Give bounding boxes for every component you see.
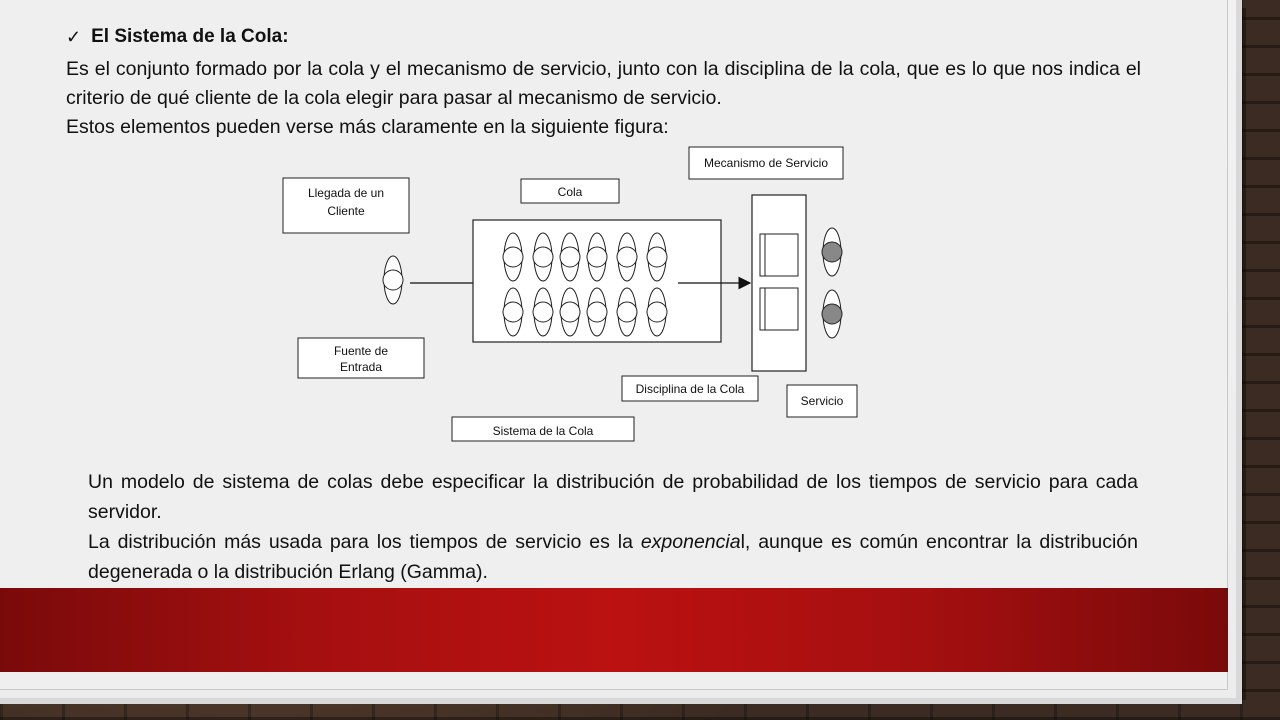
decorative-red-band [0, 588, 1228, 672]
body-paragraph-2 [88, 527, 1138, 587]
intro-line-2: Estos elementos pueden verse más claramente en la siguiente figura: [66, 116, 669, 138]
body-p2-emphasis: exponencia [640, 531, 741, 553]
queue-label: Cola [557, 185, 583, 199]
heading-title: El Sistema de la Cola: [91, 26, 289, 47]
input-source-label-1: Fuente de [333, 344, 389, 358]
body-p2-before: La distribución más usada para los tiempos de servicio es la [88, 531, 641, 553]
server-2 [760, 288, 798, 330]
queue-system-label: Sistema de la Cola [492, 424, 594, 438]
arrival-label-1: Llegada de un [307, 186, 385, 200]
intro-line-1: Es el conjunto formado por la cola y el mecanismo de servicio, junto con la disciplina de la cola, que es lo que nos indica el criterio de qué cliente de la cola elegir para pasar al mecanismo de servicio. [66, 58, 1141, 109]
body-paragraph-1: Un modelo de sistema de colas debe especificar la distribución de probabilidad de los tiempos de servicio para cada servidor. [88, 471, 1138, 523]
checkmark-icon: ✓ [66, 26, 82, 47]
body-p2-after: l, aunque es común encontrar la distribución degenerada o la distribución Erlang (Gamma). [88, 531, 1138, 583]
section-heading [66, 26, 289, 48]
distribution-paragraph [88, 467, 1138, 587]
service-mechanism-label: Mecanismo de Servicio [703, 156, 829, 170]
service-frame [752, 195, 806, 371]
intro-paragraph [66, 55, 1141, 142]
queue-discipline-label: Disciplina de la Cola [635, 382, 745, 396]
customer-in-service-1 [822, 228, 842, 276]
customer-in-service-2 [822, 290, 842, 338]
queue-system-diagram [270, 140, 870, 445]
input-source-label-2: Entrada [339, 360, 383, 374]
service-label: Servicio [800, 394, 844, 408]
arriving-customer [383, 256, 403, 304]
arrival-label-2: Cliente [327, 204, 365, 218]
server-1 [760, 234, 798, 276]
